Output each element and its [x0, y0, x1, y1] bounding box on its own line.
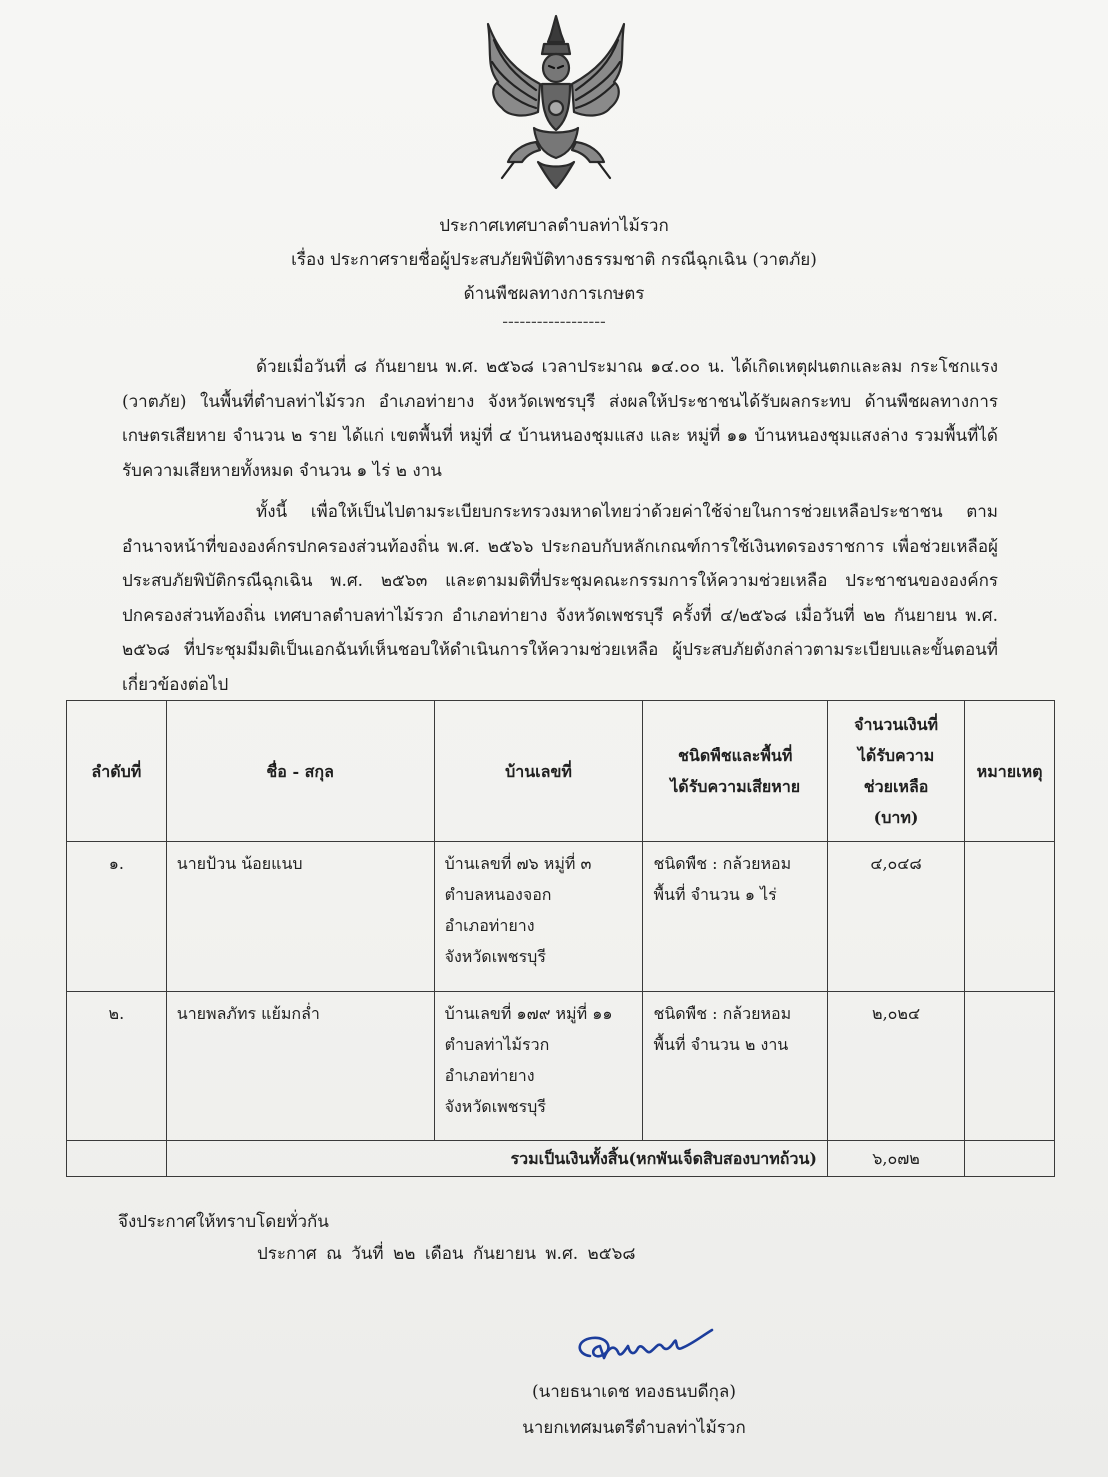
- row-amount: ๒,๐๒๔: [827, 992, 964, 1141]
- announcement-category: ด้านพืชผลทางการเกษตร: [463, 284, 645, 304]
- paragraph-line: บ้านหนองชุมแสงล่าง รวมพื้นที่ได้รับความเสียหายทั้งหมด จำนวน ๑ ไร่ ๒ งาน: [122, 426, 998, 481]
- total-label: รวมเป็นเงินทั้งสิ้น(หกพันเจ็ดสิบสองบาทถ้วน): [166, 1141, 827, 1177]
- announce-date: ประกาศ ณ วันที่ ๒๒ เดือน กันยายน พ.ศ. ๒๕๖๘: [257, 1244, 636, 1264]
- signer-title: นายกเทศมนตรีตำบลท่าไม้รวก: [522, 1418, 746, 1438]
- row-address: บ้านเลขที่ ๑๗๙ หมู่ที่ ๑๑ ตำบลท่าไม้รวก อำเภอท่ายาง จังหวัดเพชรบุรี: [434, 992, 643, 1141]
- garuda-emblem-icon: [478, 12, 634, 190]
- paragraph-line: เมื่อวันที่ ๒๒ กันยายน พ.ศ. ๒๕๖๘ ที่ประชุมมีมติเป็นเอกฉันท์เห็นชอบให้ดำเนินการให้ความช่วยเหลือ: [122, 605, 999, 660]
- row-no: ๒.: [67, 992, 167, 1141]
- row-crop: ชนิดพืช : กล้วยหอม พื้นที่ จำนวน ๑ ไร่: [643, 842, 828, 992]
- paragraph-line: ทั้งนี้ เพื่อให้เป็นไปตามระเบียบกระทรวงมหาดไทยว่าด้วยค่าใช้จ่ายในการช่วยเหลือประชาชน: [256, 502, 943, 522]
- header-address: บ้านเลขที่: [434, 701, 643, 842]
- paragraph-line: ประชาชนขององค์กรปกครองส่วนท้องถิ่น เทศบาลตำบลท่าไม้รวก อำเภอท่ายาง จังหวัดเพชรบุรี ครั้งที่ ๔/๒๕๖๘: [122, 571, 998, 626]
- title-divider: ------------------: [502, 312, 606, 332]
- total-remark-cell: [965, 1141, 1055, 1177]
- announce-closing: จึงประกาศให้ทราบโดยทั่วกัน: [118, 1212, 329, 1232]
- table-total-row: [67, 1141, 1055, 1177]
- table-row: [67, 992, 1055, 1141]
- paragraph-resolution: [122, 495, 998, 702]
- row-no: ๑.: [67, 842, 167, 992]
- paragraph-incident: [122, 350, 998, 488]
- row-crop: ชนิดพืช : กล้วยหอม พื้นที่ จำนวน ๒ งาน: [643, 992, 828, 1141]
- row-remark: [965, 842, 1055, 992]
- total-amount: ๖,๐๗๒: [827, 1141, 964, 1177]
- paragraph-line: ด้วยเมื่อวันที่ ๘ กันยายน พ.ศ. ๒๕๖๘ เวลาประมาณ ๑๔.๐๐ น. ได้เกิดเหตุฝนตกและลม: [256, 357, 903, 377]
- row-name: นายพลภัทร แย้มกล่ำ: [166, 992, 434, 1141]
- header-amount: จำนวนเงินที่ ได้รับความ ช่วยเหลือ (บาท): [827, 701, 964, 842]
- table-row: [67, 842, 1055, 992]
- header-remark: หมายเหตุ: [965, 701, 1055, 842]
- header-name: ชื่อ - สกุล: [166, 701, 434, 842]
- header-no: ลำดับที่: [67, 701, 167, 842]
- row-amount: ๔,๐๔๘: [827, 842, 964, 992]
- paragraph-line: ผู้ประสบภัยดังกล่าวตามระเบียบและขั้นตอนที่เกี่ยวข้องต่อไป: [122, 640, 998, 695]
- paragraph-line: เพื่อช่วยเหลือผู้ประสบภัยพิบัติกรณีฉุกเฉิน พ.ศ. ๒๕๖๓ และตามมติที่ประชุมคณะกรรมการให้ความช่วยเหลือ: [122, 536, 999, 591]
- table-header-row: [67, 701, 1055, 842]
- total-empty-cell: [67, 1141, 167, 1177]
- signature-icon: [570, 1318, 720, 1378]
- paragraph-line: กระโชกแรง (วาตภัย) ในพื้นที่ตำบลท่าไม้รวก อำเภอท่ายาง จังหวัดเพชรบุรี ส่งผลให้ประชาชนได้รับผลกระทบ: [122, 357, 998, 412]
- signer-name: (นายธนาเดช ทองธนบดีกุล): [532, 1382, 736, 1402]
- paragraph-line: ตามอำนาจหน้าที่ขององค์กรปกครองส่วนท้องถิ่น พ.ศ. ๒๕๖๖ ประกอบกับหลักเกณฑ์การใช้เงินทดรองราชการ: [122, 502, 998, 557]
- row-name: นายป้วน น้อยแนบ: [166, 842, 434, 992]
- announcement-subject: เรื่อง ประกาศรายชื่อผู้ประสบภัยพิบัติทางธรรมชาติ กรณีฉุกเฉิน (วาตภัย): [291, 250, 817, 270]
- row-address: บ้านเลขที่ ๗๖ หมู่ที่ ๓ ตำบลหนองจอก อำเภอท่ายาง จังหวัดเพชรบุรี: [434, 842, 643, 992]
- header-crop: ชนิดพืชและพื้นที่ ได้รับความเสียหาย: [643, 701, 828, 842]
- row-remark: [965, 992, 1055, 1141]
- victims-table: [66, 700, 1055, 1177]
- paragraph-line: ด้านพืชผลทางการเกษตรเสียหาย จำนวน ๒ ราย ได้แก่ เขตพื้นที่ หมู่ที่ ๔ บ้านหนองชุมแสง และ หมู่ที่ ๑๑: [122, 391, 998, 446]
- announcement-title: ประกาศเทศบาลตำบลท่าไม้รวก: [439, 216, 669, 236]
